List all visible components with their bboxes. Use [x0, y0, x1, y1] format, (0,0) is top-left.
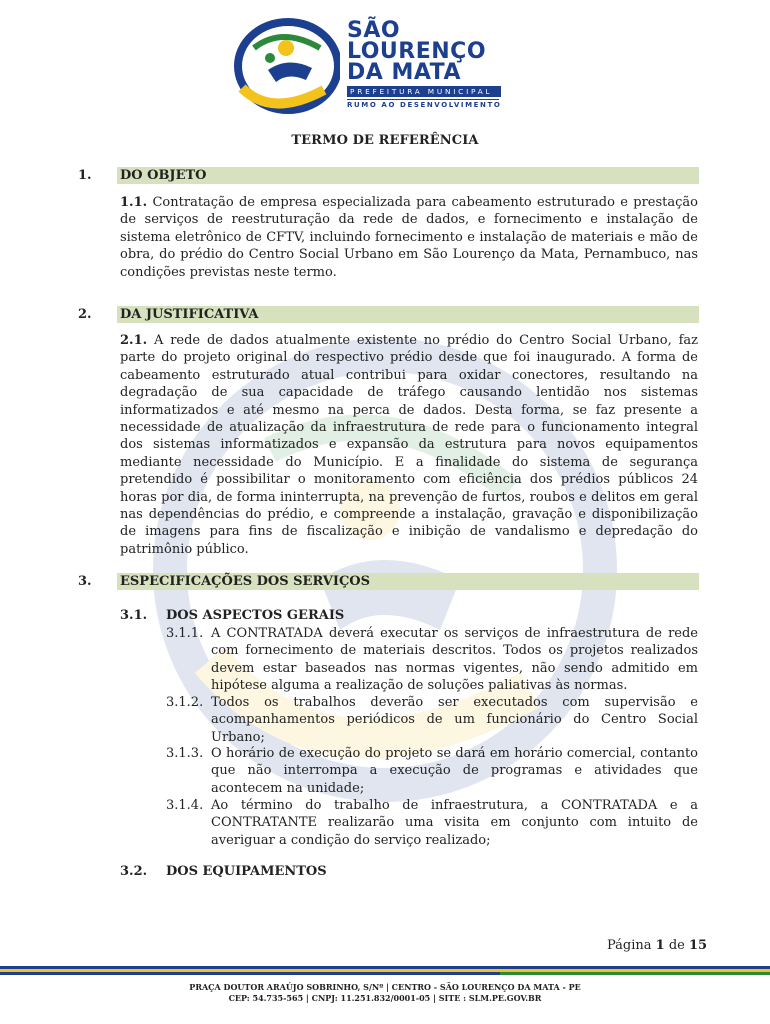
item-number: 3.1.3. [166, 746, 204, 761]
list-item-3-1-1 [166, 625, 698, 695]
logo-line-3: DA MATA [347, 60, 461, 85]
paragraph-2-1 [120, 332, 698, 558]
section-heading-1 [73, 167, 699, 184]
section-title: DO OBJETO [120, 168, 207, 183]
item-text: Ao término do trabalho de infraestrutura, a CONTRATADA e a CONTRATANTE realizarão uma visita em conjunto com intuito de averiguar a condição do serviço realizado; [211, 798, 698, 848]
paragraph-text: Contratação de empresa especializada para cabeamento estruturado e prestação de serviços de reestruturação da rede de dados, e fornecimento e instalação de sistema eletrônico de CFTV, incluindo fornecimento e instalação de materiais e mão de obra, do prédio do Centro Social Urbano em São Lourenço da Mata, Pernambuco, nas condições previstas neste termo. [120, 195, 699, 280]
footer-color-stripe [0, 966, 770, 975]
paragraph-label: 1.1. [120, 195, 148, 210]
logo-line-1: SÃO [347, 18, 401, 43]
page-number [607, 938, 707, 953]
page-label: Página [607, 938, 652, 953]
section-heading-2 [73, 306, 699, 323]
item-number: 3.1.1. [166, 626, 204, 641]
section-title: ESPECIFICAÇÕES DOS SERVIÇOS [120, 574, 371, 589]
paragraph-1-1 [120, 194, 698, 281]
municipal-logo [232, 14, 532, 114]
subsection-title-3-1: DOS ASPECTOS GERAIS [166, 608, 345, 623]
subsection-title-3-2: DOS EQUIPAMENTOS [166, 864, 327, 879]
footer-address: PRAÇA DOUTOR ARAÚJO SOBRINHO, S/Nº | CENTRO - SÃO LOURENÇO DA MATA - PE [189, 982, 581, 992]
list-item-3-1-4 [166, 797, 698, 849]
page-current: 1 [655, 938, 665, 953]
item-text: Todos os trabalhos deverão ser executados com supervisão e acompanhamentos periódicos de um funcionário do Centro Social Urbano; [211, 695, 698, 745]
logo-line-2: LOURENÇO [347, 39, 487, 64]
subsection-number-3-1: 3.1. [120, 608, 148, 623]
section-number: 3. [78, 574, 92, 589]
page-total: 15 [689, 938, 708, 953]
list-item-3-1-2 [166, 694, 698, 746]
page-sep: de [668, 938, 685, 953]
footer-contact: CEP: 54.735-565 | CNPJ: 11.251.832/0001-05 | SITE : SLM.PE.GOV.BR [228, 993, 542, 1003]
logo-tagline: RUMO AO DESENVOLVIMENTO [347, 101, 502, 109]
document-title: TERMO DE REFERÊNCIA [291, 133, 479, 148]
subsection-number-3-2: 3.2. [120, 864, 148, 879]
paragraph-text: A rede de dados atualmente existente no prédio do Centro Social Urbano, faz parte do projeto original do respectivo prédio desde que foi inaugurado. A forma de cabeamento estruturado atual contribui para oxidar conectores, resultando na degradação de sua capacidade de tráfego causando lentidão nos sistemas informatizados e até mesmo na perca de dados. Desta forma, se faz presente a necessidade de atualização da infraestrutura de rede para o funcionamento integral dos sistemas informatizados e expansão da estrutura para novos equipamentos mediante necessidade do Município. E a finalidade do sistema de segurança pretendido é possibilitar o monitoramento com eficiência dos prédios públicos 24 horas por dia, de forma ininterrupta, na prevenção de furtos, roubos e delitos em geral nas dependências do prédio, e compreende a instalação, gravação e disponibilização de imagens para fins de fiscalização e inibição de vandalismo e depredação do patrimônio público. [120, 333, 698, 557]
logo-wordmark [347, 20, 532, 109]
section-heading-3 [73, 573, 699, 590]
logo-subtitle: PREFEITURA MUNICIPAL [347, 86, 501, 97]
paragraph-label: 2.1. [120, 333, 148, 348]
section-number: 1. [78, 168, 92, 183]
municipal-emblem-icon [232, 18, 340, 114]
section-number: 2. [78, 307, 92, 322]
item-text: A CONTRATADA deverá executar os serviços de infraestrutura de rede com fornecimento de materiais descritos. Todos os projetos realizados devem estar baseados nas normas vigentes, não sendo admitido em hipótese alguma a realização de soluções paliativas às normas. [211, 626, 698, 694]
item-number: 3.1.2. [166, 695, 204, 710]
item-number: 3.1.4. [166, 798, 204, 813]
item-text: O horário de execução do projeto se dará em horário comercial, contanto que não interrompa a execução de programas e atividades que acontecem na unidade; [211, 746, 698, 796]
list-item-3-1-3 [166, 745, 698, 797]
section-title: DA JUSTIFICATIVA [120, 307, 259, 322]
